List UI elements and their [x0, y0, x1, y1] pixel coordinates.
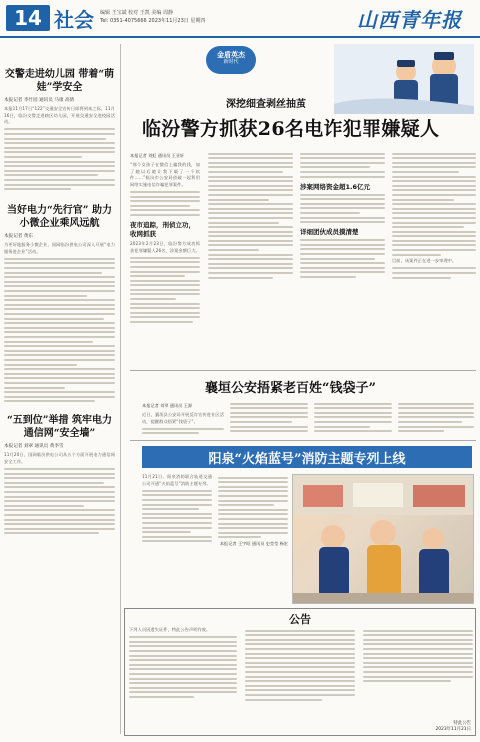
- story1-col-4: [392, 150, 476, 281]
- story1-col-2: [208, 150, 293, 281]
- masthead-logo: 山西青年报: [357, 8, 462, 32]
- story3-col-1: [142, 474, 212, 545]
- lead-power: 为更好地服务小微企业，国网临汾供电公司深入开展“电力服务进企业”活动。: [4, 242, 115, 254]
- page-number: 14: [6, 5, 50, 31]
- story1-col-1: [130, 150, 200, 326]
- story3-col-2: [218, 474, 288, 550]
- column-badge: [206, 46, 256, 74]
- notice-col-3: [363, 627, 473, 685]
- story1-subhead-c: 详细团伙成员摸清楚: [300, 228, 359, 237]
- story2-col-4: [398, 400, 474, 435]
- story-title-power: 当好电力“先行官” 助力小微企业乘风远航: [7, 205, 112, 230]
- left-column: [4, 44, 121, 734]
- lead-kindergarten: 本报11月17日“122”交通安全宣传日即将到来之际，11月16日，临汾交警走进辖区幼儿园，开展交通安全进校园活动。: [4, 106, 115, 125]
- story3-photo: [292, 474, 474, 604]
- police-illustration: [334, 44, 474, 114]
- notice-footer: [435, 721, 471, 733]
- story2-col-1: [142, 400, 224, 437]
- header-info-contact: Tel: 0351-4075666 2023年11月23日 星期四: [100, 18, 206, 24]
- story1-body-a: 2023年2月23日，临汾警方成功抓获犯罪嫌疑人26名，涉案金额巨大。: [130, 240, 200, 253]
- story-title-kindergarten: 交警走进幼儿园 带着“萌娃”学安全: [4, 69, 115, 93]
- story3-headline: 阳泉“火焰蓝号”消防主题专列上线: [208, 452, 406, 467]
- notice-footer-date: 2023年11月21日: [435, 727, 471, 732]
- story2-headline: 襄垣公安捂紧老百姓“钱袋子”: [205, 381, 376, 396]
- story1-col-3: [300, 150, 385, 280]
- story1-lead: “那个女孩子在微信上骗我的钱，加了她以后她让我下载了一个软件……”临汾市公安局侦破一起利用网络实施电信诈骗犯罪案件。: [130, 162, 200, 187]
- divider-1: [130, 370, 476, 371]
- story1-body-b: 目前，该案件正在进一步审理中。: [392, 258, 457, 264]
- notice-col-1: [129, 627, 237, 701]
- text-block-power: [4, 258, 115, 402]
- divider-2: [130, 440, 476, 441]
- story3-lead: 11月21日，阳泉消防联合轨道交通公司开通“火焰蓝号”消防主题专列。: [142, 474, 212, 486]
- story2-col-2: [230, 400, 308, 435]
- story3-byline: 本报记者 王宇昭 通讯员 史莹莹 杨宏: [219, 541, 288, 547]
- section-name: 社会: [54, 8, 94, 32]
- story-kicker: 深挖细查剥丝抽茧: [226, 99, 306, 110]
- story1-byline: 本报记者 刘虹 通讯员 王亚轩: [130, 153, 185, 158]
- byline-kindergarten: 本报记者 李竹园 通讯员 马康 高倩: [4, 98, 75, 103]
- story1-subhead-a: 夜市追踪，刑侦立功，收网抓获: [130, 220, 195, 238]
- notice-title: 公告: [289, 613, 311, 626]
- story2-col-3: [314, 400, 392, 435]
- story-title-telecom: “五到位”举措 筑牢电力通信网“安全墙”: [7, 415, 112, 440]
- train-interior-image: [293, 475, 474, 604]
- notice-box: [124, 608, 476, 736]
- page-header: [0, 0, 480, 38]
- notice-footer-line-1: 特此公告: [453, 721, 471, 726]
- story2-lead: 近日，襄垣县公安局开展反诈宣传进社区活动，提醒群众捂紧“钱袋子”。: [142, 412, 224, 424]
- header-info-editors: 编辑 王宝斌 校对 王凯 美编 周静: [100, 10, 173, 16]
- header-info: [100, 9, 205, 25]
- story1-subhead-b: 涉案网络资金超1.6亿元: [300, 182, 371, 191]
- badge-line-2: 新时代: [223, 59, 239, 65]
- lead-telecom: 11月20日，国网临汾供电公司从五个方面开展电力通信网安全工作。: [4, 452, 115, 464]
- text-block-kindergarten: [4, 128, 115, 190]
- text-block-telecom: [4, 468, 115, 534]
- notice-body: 下列人员因遗失证件，特此公告声明作废。: [129, 627, 211, 632]
- badge-line-1: 金盾英杰: [217, 51, 245, 59]
- notice-col-2: [245, 627, 355, 703]
- main-headline: 临汾警方抓获26名电诈犯罪嫌疑人: [142, 118, 440, 140]
- story2-byline: 本报记者 刘翠 通讯员 王源: [142, 403, 193, 408]
- byline-telecom: 本报记者 刘翠 通讯员 黄李雪: [4, 444, 64, 450]
- byline-power: 本报记者 黄东: [4, 234, 34, 240]
